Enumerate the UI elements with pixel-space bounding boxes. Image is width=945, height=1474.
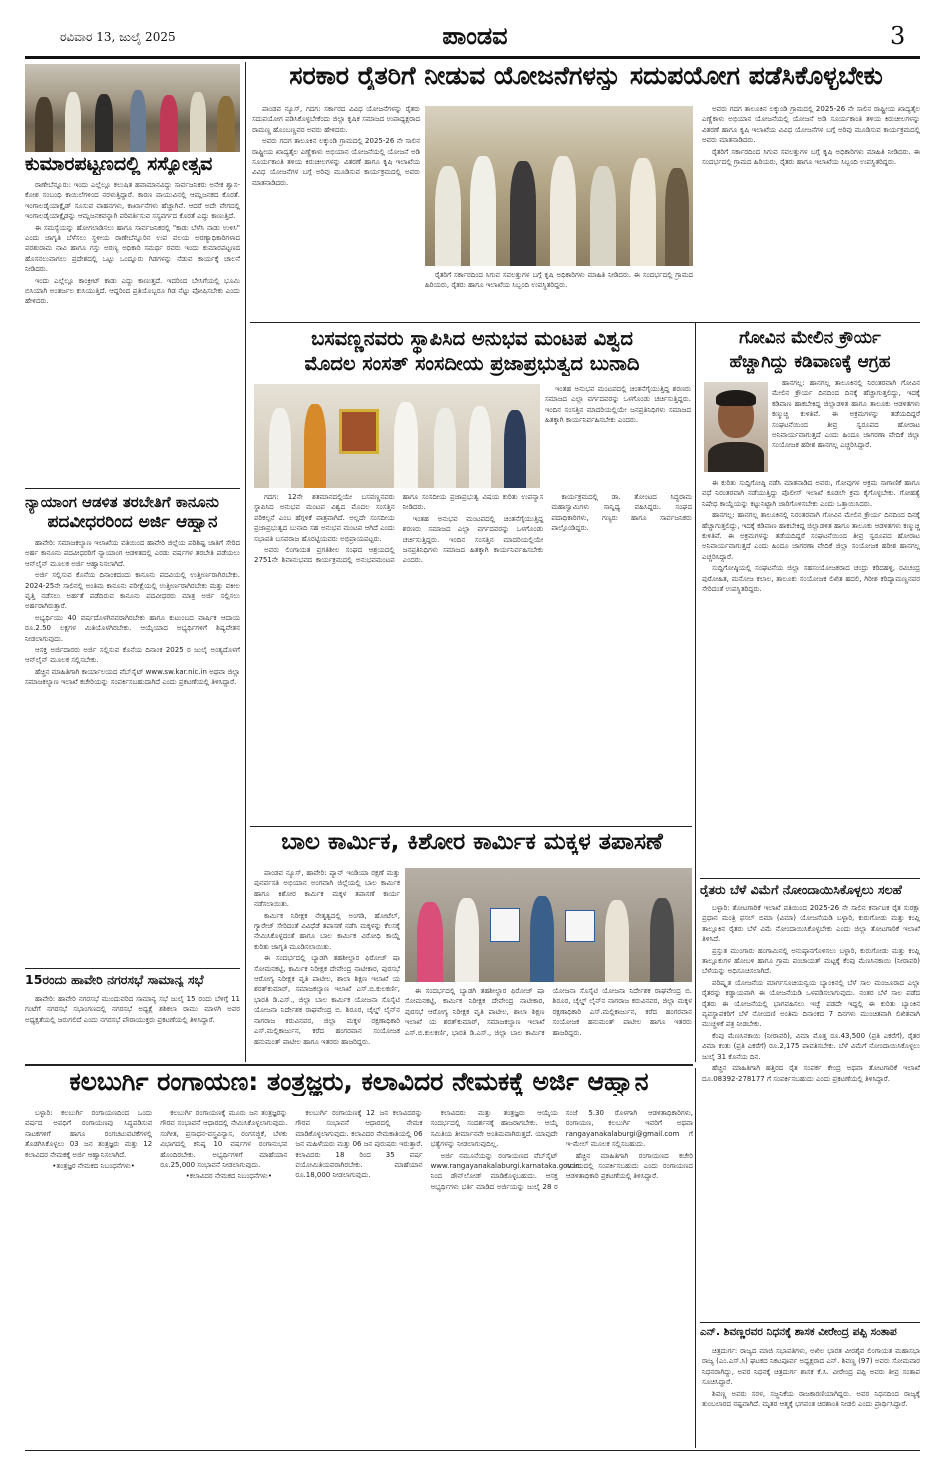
paragraph: ಆಸಕ್ತ ಅರ್ಜಿದಾರರು ಅರ್ಜಿ ಸಲ್ಲಿಸುವ ಕೊನೆಯ ದಿನಾಂಕ 2025 ರ ಜುಲೈ ಅಂತ್ಯದೊಳಗೆ ಆನ್‌ಲೈನ್ ಮೂಲಕ ಸಲ್ಲಿಸಬೇಕು. (25, 646, 240, 665)
article-kalaburagi (25, 1108, 693, 1446)
paragraph: ಕಲಬುರ್ಗಿ ರಂಗಾಯಣಕ್ಕೆ ಮೂರು ಜನ ತಂತ್ರಜ್ಞರನ್ನು ಗೌರವ ಸಂಭಾವನೆ ಆಧಾರದಲ್ಲಿ ನೇಮಿಸಿಕೊಳ್ಳಲಾಗುವುದು. ಸಂಗೀತ, ಪ್ರಸಾಧನ-ವಸ್ತ್ರವಿನ್ಯಾಸ, ರಂಗಸಜ್ಜಿಕೆ, ಬೆಳಕು ವಿಭಾಗದಲ್ಲಿ ಕನಿಷ್ಠ 10 ವರ್ಷಗಳ ರಂಗಾನುಭವ ಹೊಂದಿರಬೇಕು. ಅಭ್ಯರ್ಥಿಗಳಿಗೆ ಮಾಹೆಯಾನ ರೂ.25,000 ಸಂಭಾವನೆ ನೀಡಲಾಗುವುದು. (160, 1109, 288, 1170)
section-divider (25, 488, 240, 489)
section-divider (700, 1322, 920, 1323)
paragraph: ಈ ಕುರಿತು ಸುದ್ದಿಗೋಷ್ಠಿ ನಡೆಸಿ ಮಾತನಾಡಿದ ಅವರು, ಗೋವುಗಳ ಅಕ್ರಮ ಸಾಗಾಣಿಕೆ ಹಾಗೂ ವಧೆ ನಿರಂತರವಾಗಿ ನಡೆಯುತ್ತಿದ್ದು ಪೊಲೀಸ್ ಇಲಾಖೆ ಕೂಡಲೇ ಕ್ರಮ ಕೈಗೊಳ್ಳಬೇಕು. ಗೋಹತ್ಯೆ ನಿಷೇಧ ಕಾಯ್ದೆಯನ್ನು ಕಟ್ಟುನಿಟ್ಟಾಗಿ ಜಾರಿಗೊಳಿಸಬೇಕು ಎಂದು ಒತ್ತಾಯಿಸಿದರು. (702, 479, 920, 508)
headline-kumarapattana: ಕುಮಾರಪಟ್ಟಣದಲ್ಲಿ ಸಸ್ಯೋತ್ಸವ (25, 154, 213, 175)
paragraph: ಹೆಚ್ಚಿನ ಮಾಹಿತಿಗಾಗಿ ಕಾರ್ಯಾಲಯದ ವೆಬ್‌ಸೈಟ್ www.sw.kar.nic.in ಅಥವಾ ಜಿಲ್ಲಾ ಸಮಾಜಕಲ್ಯಾಣ ಇಲಾಖೆ ಕಚೇರಿಯನ್ನು ಸಂಪರ್ಕಿಸಬಹುದಾಗಿದೆ ಎಂದು ಪ್ರಕಟಣೆಯಲ್ಲಿ ತಿಳಿಸಿದ್ದಾರೆ. (25, 667, 240, 687)
article-nagarasabhe (25, 994, 240, 1060)
paragraph: ಅರ್ಜಿ ನಮೂನೆಯನ್ನು ರಂಗಾಯಣದ ವೆಬ್‌ಸೈಟ್ www.rangayanakalaburgi.karnataka.gov.in ನಿಂದ ಡೌನ್‌ಲೋಡ್ ಮಾಡಿಕೊಳ್ಳಬಹುದು. ಆಸಕ್ತ ಅಭ್ಯರ್ಥಿಗಳು ಭರ್ತಿ ಮಾಡಿದ ಅರ್ಜಿಯನ್ನು ಜುಲೈ 28 ರ ಸಂಜೆ 5.30 ರೊಳಗಾಗಿ ಆಡಳಿತಾಧಿಕಾರಿಗಳು, ರಂಗಾಯಣ, ಕಲಬುರ್ಗಿ ಇವರಿಗೆ ಅಥವಾ rangayanakalaburgi@gmail.com ಗೆ ಇ-ಮೇಲ್ ಮೂಲಕ ಸಲ್ಲಿಸಬಹುದು. (430, 1109, 693, 1191)
headline-govu (700, 326, 920, 374)
headline-nagarasabhe: 15ರಂದು ಹಾವೇರಿ ನಗರಸಭೆ ಸಾಮಾನ್ಯ ಸಭೆ (25, 973, 204, 987)
paragraph: ಕೆಂಪು ಮೆಣಸಿನಕಾಯಿ (ನೀರಾವರಿ), ವಿಮಾ ಮೊತ್ತ ರೂ.43,500 (ಪ್ರತಿ ಎಕರೆಗೆ), ರೈತರ ವಿಮಾ ಕಂತು (ಪ್ರತಿ ಎಕರೆಗೆ) ರೂ.2,175 ಪಾವತಿಸಬೇಕು. ಬೆಳೆ ವಿಮೆಗೆ ನೋಂದಾಯಿಸಿಕೊಳ್ಳಲು ಜುಲೈ 31 ಕೊನೆಯ ದಿನ. (702, 1031, 920, 1061)
paragraph: ರೈತರಿಗೆ ಸರ್ಕಾರದಿಂದ ಸಿಗುವ ಸವಲತ್ತುಗಳ ಬಗ್ಗೆ ಕೃಷಿ ಅಧಿಕಾರಿಗಳು ಮಾಹಿತಿ ನೀಡಿದರು. ಈ ಸಂದರ್ಭದಲ್ಲಿ ಗ್ರಾಮದ ಹಿರಿಯರು, ರೈತರು ಹಾಗೂ ಇಲಾಖೆಯ ಸಿಬ್ಬಂದಿ ಉಪಸ್ಥಿತರಿದ್ದರು. (702, 147, 920, 167)
paragraph: ಕಲಾವಿದರು ಮತ್ತು ತಂತ್ರಜ್ಞರು ಆಯ್ಕೆಯ ಸಂದರ್ಭದಲ್ಲಿ ಸಂದರ್ಶನಕ್ಕೆ ಹಾಜರಾಗಬೇಕು. ಆಯ್ಕೆ ಸಮಿತಿಯ ತೀರ್ಮಾನವೇ ಅಂತಿಮವಾಗಿರುತ್ತದೆ. ಯಾವುದೇ ಭತ್ಯೆಗಳನ್ನು ನೀಡಲಾಗುವುದಿಲ್ಲ. (430, 1109, 558, 1149)
paragraph: ಈ ಸಂದರ್ಭದಲ್ಲಿ ಬ್ಯಾಡಗಿ ತಹಶೀಲ್ದಾರ ಫಿರೋಜ್ ಷಾ ಸೋಮನಕಟ್ಟಿ, ಕಾರ್ಮಿಕ ನಿರೀಕ್ಷಕ ದೇವೇಂದ್ರ ನಾಟೀಕಾರ, ಪುರಸಭೆ ಆರೋಗ್ಯ ನಿರೀಕ್ಷಕ ವೃತಿ ಪಾಟೀಲ, ಶಾಲಾ ಶಿಕ್ಷಣ ಇಲಾಖೆ ಯ ಶರತ್‌ಕುಮಾರ್, ಸಮಾಜಕಲ್ಯಾಣ ಇಲಾಖೆ ಎಸ್.ಬಿ.ಕುಲಕರ್ಣಿ, ಭಾರತಿ ಡಿ.ಎಸ್., ಜಿಲ್ಲಾ ಬಾಲ ಕಾರ್ಮಿಕ ಯೋಜನಾ ಸೊಸೈಟಿ ಯೋಜನಾ ನಿರ್ದೇಶಕ ರಾಘವೇಂದ್ರ ಬಿ. ಶಿರೂರ, ಚೈಲ್ಡ್ ಲೈನ್‌ನ ನಾಗರಾಜ ಕರುವಿನವರ, ಜಿಲ್ಲಾ ಮಕ್ಕಳ ರಕ್ಷಣಾಧಿಕಾರಿ ಎಸ್.ಮಲ್ಲಿಕಾರ್ಜುನ, ಕರೆದ ಹಂಗರವಾನ ಸಂಯೋಜಕ ಹನುಮಂತ್ ಪಾಟೀಲ ಹಾಗೂ ಇತರರು ಹಾಜರಿದ್ದರು. (405, 987, 692, 1037)
paragraph: ಅವರು ಲಿಂಗಾಯತ ಪ್ರಗತಿಶೀಲ ಸಂಘದ ಆಶ್ರಯದಲ್ಲಿ 2751ನೇ ಶಿವಾನುಭವದ ಕಾರ್ಯಕ್ರಮದಲ್ಲಿ ಅನುಭವಮಂಟಪ ಹಾಗೂ ಸಂಸದೀಯ ಪ್ರಜಾಪ್ರಭುತ್ವ ವಿಷಯ ಕುರಿತು ಉಪನ್ಯಾಸ ನೀಡಿದರು. (254, 493, 544, 565)
article-sarakara-col2 (425, 270, 693, 320)
headline-bele-vime: ರೈತರು ಬೆಳೆ ವಿಮೆಗೆ ನೋಂದಾಯಿಸಿಕೊಳ್ಳಲು ಸಲಹೆ (700, 883, 902, 897)
article-basavanna-top (545, 384, 691, 488)
column-divider (245, 62, 246, 1062)
paragraph: ಅವರು ಗದಗ ತಾಲೂಕಿನ ಲಕ್ಕುಂಡಿ ಗ್ರಾಮದಲ್ಲಿ 2025-26 ನೇ ಸಾಲಿನ ರಾಷ್ಟ್ರೀಯ ಖಾದ್ಯತೈಲ ಎಣ್ಣೆಕಾಳು ಅಭಿಯಾನ ಯೋಜನೆಯಲ್ಲಿ ಯೋಜನೆ ಅಡಿ ಸೂರ್ಯಕಾಂತಿ ತಳಿಯ ಕಿರುಚೀಲಗಳನ್ನು ವಿತರಣೆ ಹಾಗೂ ಕೃಷಿ ಇಲಾಖೆಯ ವಿವಿಧ ಯೋಜನೆಗಳ ಬಗ್ಗೆ ಅರಿವು ಮೂಡಿಸುವ ಕಾರ್ಯಕ್ರಮದಲ್ಲಿ ಅವರು ಮಾತನಾಡಿದರು. (702, 105, 920, 145)
paragraph: ಇಂತಹ ಅನುಭವ ಮಂಟಪದಲ್ಲಿ ಚಿಂತನೆಗೈಯುತ್ತಿದ್ದ ಶರಣರು ಸಮಾಜದ ಎಲ್ಲಾ ವರ್ಗದವರನ್ನು ಒಳಗೊಂಡು ಚರ್ಚಿಸುತ್ತಿದ್ದರು. ಇಂದಿನ ಸಂಸತ್ತಿನ ಮಾದರಿಯಲ್ಲಿಯೇ ಜನಪ್ರತಿನಿಧಿಗಳು ಸಮಾಜದ ಹಿತಕ್ಕಾಗಿ ಕಾರ್ಯನಿರ್ವಹಿಸಬೇಕು ಎಂದರು. (545, 385, 691, 425)
footer-rule (25, 1450, 920, 1451)
article-sarakara-col1 (252, 104, 420, 318)
paragraph: ಇಂತಹ ಅನುಭವ ಮಂಟಪದಲ್ಲಿ ಚಿಂತನೆಗೈಯುತ್ತಿದ್ದ ಶರಣರು ಸಮಾಜದ ಎಲ್ಲಾ ವರ್ಗದವರನ್ನು ಒಳಗೊಂಡು ಚರ್ಚಿಸುತ್ತಿದ್ದರು. ಇಂದಿನ ಸಂಸತ್ತಿನ ಮಾದರಿಯಲ್ಲಿಯೇ ಜನಪ್ರತಿನಿಧಿಗಳು ಸಮಾಜದ ಹಿತಕ್ಕಾಗಿ ಕಾರ್ಯನಿರ್ವಹಿಸಬೇಕು ಎಂದರು. (402, 514, 544, 565)
section-divider (25, 968, 240, 969)
headline-nyayanga (25, 492, 240, 532)
article-basavanna (254, 492, 692, 822)
paragraph: ಗದಗ: 12ನೇ ಶತಮಾನದಲ್ಲಿಯೇ ಬಸವಣ್ಣನವರು ಸ್ಥಾಪಿಸಿದ ಅನುಭವ ಮಂಟಪ ವಿಶ್ವದ ಮೊದಲ ಸಂಸತ್ತಿನ ಪರಿಕಲ್ಪನೆ ಎಂಬ ಹೆಗ್ಗಳಿಕೆ ಪಾತ್ರವಾಗಿದೆ. ಅಲ್ಲದೇ ಸಂಸದೀಯ ಪ್ರಜಾಪ್ರಭುತ್ವದ ಬುನಾದಿ ಸಹ ಅನುಭವ ಮಂಟಪ ಆಗಿದೆ ಎಂದು ಸಭಾಪತಿ ಬಸವರಾಜ ಹೊರಟ್ಟಿಯವರು ಅಭಿಪ್ರಾಯಪಟ್ಟರು. (254, 493, 395, 543)
paragraph: ಈ ಸಂದರ್ಭದಲ್ಲಿ ಬ್ಯಾಡಗಿ ತಹಶೀಲ್ದಾರ ಫಿರೋಜ್ ಷಾ ಸೋಮನಕಟ್ಟಿ, ಕಾರ್ಮಿಕ ನಿರೀಕ್ಷಕ ದೇವೇಂದ್ರ ನಾಟೀಕಾರ, ಪುರಸಭೆ ಆರೋಗ್ಯ ನಿರೀಕ್ಷಕ ವೃತಿ ಪಾಟೀಲ, ಶಾಲಾ ಶಿಕ್ಷಣ ಇಲಾಖೆ ಯ ಶರತ್‌ಕುಮಾರ್, ಸಮಾಜಕಲ್ಯಾಣ ಇಲಾಖೆ ಎಸ್.ಬಿ.ಕುಲಕರ್ಣಿ, ಭಾರತಿ ಡಿ.ಎಸ್., ಜಿಲ್ಲಾ ಬಾಲ ಕಾರ್ಮಿಕ ಯೋಜನಾ ಸೊಸೈಟಿ ಯೋಜನಾ ನಿರ್ದೇಶಕ ರಾಘವೇಂದ್ರ ಬಿ. ಶಿರೂರ, ಚೈಲ್ಡ್ ಲೈನ್‌ನ ನಾಗರಾಜ ಕರುವಿನವರ, ಜಿಲ್ಲಾ ಮಕ್ಕಳ ರಕ್ಷಣಾಧಿಕಾರಿ ಎಸ್.ಮಲ್ಲಿಕಾರ್ಜುನ, ಕರೆದ ಹಂಗರವಾನ ಸಂಯೋಜಕ ಹನುಮಂತ್ ಪಾಟೀಲ ಹಾಗೂ ಇತರರು ಹಾಜರಿದ್ದರು. (254, 954, 400, 1046)
headline-line: ನ್ಯಾಯಾಂಗ ಆಡಳಿತ ತರಬೇತಿಗೆ ಕಾನೂನು (25, 493, 219, 511)
paragraph: ಹಾನಗಲ್ಲ: ಹಾನಗಲ್ಲ ತಾಲೂಕಿನಲ್ಲಿ ನಿರಂತರವಾಗಿ ಗೋವಿನ ಮೇಲಿನ ಕ್ರೌರ್ಯ ದಿನದಿಂದ ದಿನಕ್ಕೆ ಹೆಚ್ಚಾಗುತ್ತಲಿದ್ದು, ಇದಕ್ಕೆ ಕಡಿವಾಣ ಹಾಕಬೇಕಿದ್ದ ಜಿಲ್ಲಾಡಳಿತ ಹಾಗೂ ತಾಲೂಕು ಆಡಳಿತಗಳು ಕಣ್ಮುಚ್ಚಿ ಕುಳಿತಿವೆ. ಈ ಅಕ್ರಮಗಳನ್ನು ತಡೆಯದಿದ್ದರೆ ಸಂಘಟನೆಯಿಂದ ತೀವ್ರ ಸ್ವರೂಪದ ಹೋರಾಟ ಅನಿವಾರ್ಯವಾಗುತ್ತದೆ ಎಂದು ಹಿಂದೂ ಜಾಗರಣಾ ವೇದಿಕೆ ಜಿಲ್ಲಾ ಸಂಯೋಜಕ ಹರೀಶ ಹಾನಗಲ್ಲ ಎಚ್ಚರಿಸಿದ್ದಾರೆ. (772, 379, 920, 450)
paragraph: ಕಾರ್ಯಕ್ರಮದಲ್ಲಿ ಡಾ. ತೋಂಟದ ಸಿದ್ಧರಾಮ ಮಹಾಸ್ವಾಮಿಗಳು ಸಾನ್ನಿಧ್ಯ ವಹಿಸಿದ್ದರು. ಸಂಘದ ಪದಾಧಿಕಾರಿಗಳು, ಗಣ್ಯರು ಹಾಗೂ ಸಾರ್ವಜನಿಕರು ಪಾಲ್ಗೊಂಡಿದ್ದರು. (551, 493, 692, 533)
article-govu (702, 478, 920, 876)
paragraph: ಅರ್ಜಿ ಸಲ್ಲಿಸುವ ಕೊನೆಯ ದಿನಾಂಕದಂದು ಕಾನೂನು ಪದವಿಯಲ್ಲಿ ಉತ್ತೀರ್ಣರಾಗಿರಬೇಕು. 2024-25ನೇ ಸಾಲಿನಲ್ಲಿ ಅಂತಿಮ ಕಾನೂನು ಪರೀಕ್ಷೆಯಲ್ಲಿ ಉತ್ತೀರ್ಣರಾಗಿರಬೇಕು ಮತ್ತು ವಕೀಲ ವೃತ್ತಿ ನಡೆಸಲು ಅರ್ಹತೆ ಪಡೆದಿರುವ ಕಾನೂನು ಪದವೀಧರರು ಮಾತ್ರ ಅರ್ಜಿ ಸಲ್ಲಿಸಲು ಅರ್ಹರಾಗಿರುತ್ತಾರೆ. (25, 571, 240, 611)
article-bele-vime (702, 903, 920, 1319)
headline-sarakara: ಸರಕಾರ ರೈತರಿಗೆ ನೀಡುವ ಯೋಜನೆಗಳನ್ನು ಸದುಪಯೋಗ ಪಡೆಸಿಕೊಳ್ಳಬೇಕು (289, 62, 883, 90)
paragraph: ರಾಣೇಬೆನ್ನೂರು: ಇಂದು ಎಲ್ಲೆಲ್ಲೂ ಕಲುಷಿತ ಹವಾಮಾನವಿದ್ದು ಸಾರ್ವಜನಿಕರು ಅನೇಕ ಶ್ವಾಸ-ಕೋಶ ಸಂಬಂಧಿ ಕಾಯಿಲೆಗಳಿಂದ ನರಳುತ್ತಿದ್ದಾರೆ. ಕಾರಣ ವಾಯುವಿನಲ್ಲಿ ಆಮ್ಲಜನಕದ ಕೊರತೆ. ಇಂಗಾಲಡೈಯಾಕ್ಸೈಡ್ ಸೂಸುವ ವಾಹನಗಳು, ಕಾರ್ಖಾನೆಗಳು ಹೆಚ್ಚಾಗಿವೆ. ಆದರೆ ಅದೇ ವೇಗದಲ್ಲಿ ಇಂಗಾಲಡೈಯಾಕ್ಸೈಡನ್ನು ಆಮ್ಲಜನಕವನ್ನಾಗಿ ಪರಿವರ್ತಿಸುವ ಸಸ್ಯವರ್ಗದ ಕೊರತೆ ಎದ್ದು ಕಾಣುತ್ತಿದೆ. (25, 181, 240, 221)
paragraph: ಹಾವೇರಿ: ಹಾವೇರಿ ನಗರಸಭೆ ಮುಂದುವರಿದ ಸಾಮಾನ್ಯ ಸಭೆ ಜುಲೈ 15 ರಂದು ಬೆಳಿಗ್ಗೆ 11 ಗಂಟೆಗೆ ನಗರಸಭೆ ಸಭಾಂಗಣದಲ್ಲಿ ನಗರಸಭೆ ಅಧ್ಯಕ್ಷೆ ಶಶಿಕಲಾ ರಾಮು ಮಾಳಗಿ ಅವರ ಅಧ್ಯಕ್ಷತೆಯಲ್ಲಿ ಜರುಗಲಿದೆ ಎಂದು ನಗರಸಭೆ ಪೌರಾಯುಕ್ತರು ಪ್ರಕಟಣೆಯಲ್ಲಿ ತಿಳಿಸಿದ್ದಾರೆ. (25, 995, 240, 1024)
paragraph: ಕಲಬುರ್ಗಿ ರಂಗಾಯಣಕ್ಕೆ 12 ಜನ ಕಲಾವಿದರನ್ನು ಗೌರವ ಸಂಭಾವನೆ ಆಧಾರದಲ್ಲಿ ನೇಮಕ ಮಾಡಿಕೊಳ್ಳಲಾಗುವುದು. ಕಲಾವಿದರ ನೇಮಕಾತಿಯಲ್ಲಿ 06 ಜನ ಮಹಿಳೆಯರು ಮತ್ತು 06 ಜನ ಪುರುಷರು ಇರುತ್ತಾರೆ. ಕಲಾವಿದರು 18 ರಿಂದ 35 ವರ್ಷ ವಯೋಮಿತಿಯವರಾಗಿರಬೇಕು. ಮಾಹೆಯಾನ ರೂ.18,000 ನೀಡಲಾಗುವುದು. (295, 1109, 423, 1180)
masthead-logo: ಪಾಂಡವ (442, 22, 508, 50)
header-rule (25, 56, 920, 59)
paragraph: ಅವರು ಗದಗ ತಾಲೂಕಿನ ಲಕ್ಕುಂಡಿ ಗ್ರಾಮದಲ್ಲಿ 2025-26 ನೇ ಸಾಲಿನ ರಾಷ್ಟ್ರೀಯ ಖಾದ್ಯತೈಲ ಎಣ್ಣೆಕಾಳು ಅಭಿಯಾನ ಯೋಜನೆಯಲ್ಲಿ ಯೋಜನೆ ಅಡಿ ಸೂರ್ಯಕಾಂತಿ ತಳಿಯ ಕಿರುಚೀಲಗಳನ್ನು ವಿತರಣೆ ಹಾಗೂ ಕೃಷಿ ಇಲಾಖೆಯ ವಿವಿಧ ಯೋಜನೆಗಳ ಬಗ್ಗೆ ಅರಿವು ಮೂಡಿಸುವ ಕಾರ್ಯಕ್ರಮದಲ್ಲಿ ಅವರು ಮಾತನಾಡಿದರು. (252, 137, 420, 187)
subheading: •ಕಲಾವಿದರ ನೇಮಕದ ನಿಬಂಧನೆಗಳು• (185, 1172, 272, 1181)
paragraph: ಹಾವೇರಿ: ಸಮಾಜಕಲ್ಯಾಣ ಇಲಾಖೆಯ ವತಿಯಿಂದ ಹಾವೇರಿ ಜಿಲ್ಲೆಯ ಪರಿಶಿಷ್ಟ ಜಾತಿಗೆ ಸೇರಿದ ಅರ್ಹ ಕಾನೂನು ಪದವೀಧರರಿಗೆ ನ್ಯಾಯಾಂಗ ಆಡಳಿತದಲ್ಲಿ ಎರಡು ವರ್ಷಗಳ ತರಬೇತಿ ಪಡೆಯಲು ಆನ್‌ಲೈನ್ ಮೂಲಕ ಅರ್ಜಿ ಆಹ್ವಾನಿಸಲಾಗಿದೆ. (25, 539, 240, 568)
headline-line: ಮೊದಲ ಸಂಸತ್ ಸಂಸದೀಯ ಪ್ರಜಾಪ್ರಭುತ್ವದ ಬುನಾದಿ (304, 352, 640, 375)
paragraph: ಚಿತ್ರದುರ್ಗ: ರಾಜ್ಯದ ಮಾಜಿ ಸಭಾಪತಿಗಳು, ಅಖಿಲ ಭಾರತ ವೀರಶೈವ ಲಿಂಗಾಯತ ಮಹಾಸಭಾ ರಾಜ್ಯ (ಎಂ.ಎಸ್.ಸಿ) ಘಟಕದ ನಿಕಟಪೂರ್ವ ಅಧ್ಯಕ್ಷರಾದ ಎನ್. ಶಿವಣ್ಣ (97) ಅವರು ಸೋಮವಾರ ನಿಧನರಾಗಿದ್ದು, ಅವರ ನಿಧನಕ್ಕೆ ಚಿತ್ರದುರ್ಗ ಶಾಸಕ ಕೆ.ಸಿ. ವೀರೇಂದ್ರ ಪಪ್ಪಿ ಅವರು ತೀವ್ರ ಸಂತಾಪ ಸೂಚಿಸಿದ್ದಾರೆ. (702, 1347, 920, 1387)
paragraph: ಶಿವಣ್ಣ ಅವರು ಸರಳ, ಸಜ್ಜನಿಕೆಯ ರಾಜಕಾರಣಿಯಾಗಿದ್ದರು. ಅವರ ನಿಧನದಿಂದ ರಾಜ್ಯಕ್ಕೆ ತುಂಬಲಾರದ ನಷ್ಟವಾಗಿದೆ. ಮೃತರ ಆತ್ಮಕ್ಕೆ ಭಗವಂತ ಚಿರಶಾಂತಿ ನೀಡಲಿ ಎಂದು ಪ್ರಾರ್ಥಿಸಿದ್ದಾರೆ. (702, 1389, 920, 1409)
article-kumarapattana (25, 180, 240, 485)
column-divider (695, 1068, 696, 1448)
article-balakarmika-col2 (405, 986, 692, 1060)
issue-date: ರವಿವಾರ 13, ಜುಲೈ 2025 (60, 30, 176, 44)
headline-line: ಗೋವಿನ ಮೇಲಿನ ಕ್ರೌರ್ಯ (739, 328, 881, 348)
article-nyayanga (25, 538, 240, 966)
headline-shivanna: ಎನ್. ಶಿವಣ್ಣರವರ ನಿಧನಕ್ಕೆ ಶಾಸಕ ವೀರೇಂದ್ರ ಪಪ್ಪಿ ಸಂತಾಪ (700, 1327, 897, 1338)
paragraph: ರೈತರಿಗೆ ಸರ್ಕಾರದಿಂದ ಸಿಗುವ ಸವಲತ್ತುಗಳ ಬಗ್ಗೆ ಕೃಷಿ ಅಧಿಕಾರಿಗಳು ಮಾಹಿತಿ ನೀಡಿದರು. ಈ ಸಂದರ್ಭದಲ್ಲಿ ಗ್ರಾಮದ ಹಿರಿಯರು, ರೈತರು ಹಾಗೂ ಇಲಾಖೆಯ ಸಿಬ್ಬಂದಿ ಉಪಸ್ಥಿತರಿದ್ದರು. (425, 271, 693, 290)
headline-line: ಹೆಚ್ಚಾಗಿದ್ದು ಕಡಿವಾಣಕ್ಕೆ ಆಗ್ರಹ (729, 352, 891, 372)
paragraph: ಹಾನಗಲ್ಲ: ಹಾನಗಲ್ಲ ತಾಲೂಕಿನಲ್ಲಿ ನಿರಂತರವಾಗಿ ಗೋವಿನ ಮೇಲಿನ ಕ್ರೌರ್ಯ ದಿನದಿಂದ ದಿನಕ್ಕೆ ಹೆಚ್ಚಾಗುತ್ತಲಿದ್ದು, ಇದಕ್ಕೆ ಕಡಿವಾಣ ಹಾಕಬೇಕಿದ್ದ ಜಿಲ್ಲಾಡಳಿತ ಹಾಗೂ ತಾಲೂಕು ಆಡಳಿತಗಳು ಕಣ್ಮುಚ್ಚಿ ಕುಳಿತಿವೆ. ಈ ಅಕ್ರಮಗಳನ್ನು ತಡೆಯದಿದ್ದರೆ ಸಂಘಟನೆಯಿಂದ ತೀವ್ರ ಸ್ವರೂಪದ ಹೋರಾಟ ಅನಿವಾರ್ಯವಾಗುತ್ತದೆ ಎಂದು ಹಿಂದೂ ಜಾಗರಣಾ ವೇದಿಕೆ ಜಿಲ್ಲಾ ಸಂಯೋಜಕ ಹರೀಶ ಹಾನಗಲ್ಲ ಎಚ್ಚರಿಸಿದ್ದಾರೆ. (702, 511, 920, 561)
headline-line: ಪದವೀಧರರಿಂದ ಅರ್ಜಿ ಆಹ್ವಾನ (47, 512, 218, 532)
headline-basavanna (252, 326, 692, 376)
paragraph: ಈ ಸಮಸ್ಯೆಯನ್ನು ಹೋಗಲಾಡಿಸಲು ಹಾಗೂ ಸಾರ್ವಜನಿಕರಲ್ಲಿ "ಕಾಡು ಬೆಳೆಸಿ ನಾಡು ಉಳಿಸಿ" ಎಂದು ಜಾಗೃತಿ ಬೆಳೆಸಲು ಸ್ಥಳೀಯ ರಾಣೇಬೆನ್ನೂರಿನ ಉಪ ವಲಯ ಅರಣ್ಯಾಧಿಕಾರಿಗಳಾದ ಪರಶುರಾಮ ನಾವಿ ಹಾಗೂ ಗಸ್ತು ಅರಣ್ಯ ಅಧಿಕಾರಿ ಸಮರ್ಥ ರವರು ಇಂದು ಕುಮಾರಪಟ್ಟಣದ ಹೊಸನಲುವಾಗಲು ಪ್ರದೇಶದಲ್ಲಿ ಒಟ್ಟು ಒಂದ್ನೂರು ಗಿಡಗಳನ್ನು ನೆಡುವ ಕಾರ್ಯಕ್ಕೆ ಚಾಲನೆ ನೀಡಿದರು. (25, 223, 240, 274)
article-balakarmika-col1 (254, 868, 400, 1060)
article-govu-lead (772, 378, 920, 474)
section-divider (250, 322, 920, 323)
seed-distribution-photo (425, 106, 693, 266)
subheading: •ತಂತ್ರಜ್ಞರ ನೇಮಕದ ನಿಬಂಧನೆಗಳು• (52, 1162, 135, 1171)
article-shivanna (702, 1346, 920, 1446)
paragraph: ಅಭ್ಯರ್ಥಿಯು 40 ವರ್ಷದೊಳಗಿನವರಾಗಿರಬೇಕು ಹಾಗೂ ಕುಟುಂಬದ ವಾರ್ಷಿಕ ಆದಾಯ ರೂ.2.50 ಲಕ್ಷಗಳ ಮಿತಿಯೊಳಗಿರಬೇಕು. ಆಯ್ಕೆಯಾದ ಅಭ್ಯರ್ಥಿಗಳಿಗೆ ಶಿಷ್ಯವೇತನ ನೀಡಲಾಗುವುದು. (25, 613, 240, 643)
paragraph: ಹೆಚ್ಚಿನ ಮಾಹಿತಿಗಾಗಿ ರಂಗಾಯಣದ ಕಚೇರಿ ಸಮಯದಲ್ಲಿ ಸಂಪರ್ಕಿಸಬಹುದು ಎಂದು ರಂಗಾಯಣದ ಆಡಳಿತಾಧಿಕಾರಿ ಪ್ರಕಟಣೆಯಲ್ಲಿ ತಿಳಿಸಿದ್ದಾರೆ. (565, 1151, 693, 1181)
paragraph: ಪ್ರಸ್ತುತ ಮುಂಗಾರು ಹಂಗಾಮಿನಲ್ಲಿ ಅನುಷ್ಠಾನಗೊಳಿಸಲು ಬಳ್ಳಾರಿ, ಕುರುಗೋಡು ಮತ್ತು ಕಂಪ್ಲಿ ತಾಲ್ಲೂಕುಗಳ ಹೋಬಳಿ ಹಾಗೂ ಗ್ರಾಮ ಪಂಚಾಯತ್ ಮಟ್ಟಕ್ಕೆ ಕೆಂಪು ಮೆಣಸಿನಕಾಯಿ (ನೀರಾವರಿ) ಬೆಳೆಯನ್ನು ಅಧಿಸೂಚಿಸಲಾಗಿದೆ. (702, 946, 920, 976)
paragraph: ಇಂದು ಎಲ್ಲೆಲ್ಲೂ ಕಾಂಕ್ರೀಟ್ ಕಾಡು ಎದ್ದು ಕಾಣುತ್ತದೆ. ಇದರಿಂದ ಬೇಸಿಗೆಯಲ್ಲಿ ಭೂಮಿ ಬಿಸಿಯಾಗಿ ಅಂತರ್ಜಲ ಕುಸಿಯುತ್ತಿದೆ. ಆದ್ದರಿಂದ ಪ್ರತಿಯೊಬ್ಬರೂ ಗಿಡ ನೆಟ್ಟು ಪೋಷಿಸಬೇಕು ಎಂದು ಹೇಳಿದರು. (25, 276, 240, 306)
anubhava-mantapa-event-photo (254, 384, 540, 488)
paragraph: ಪಾಂಡವ ನ್ಯೂಸ್, ಗದಗ: ಸರ್ಕಾರದ ವಿವಿಧ ಯೋಜನೆಗಳನ್ನು ರೈತರು ಸದುಪಯೋಗ ಪಡಿಸಿಕೊಳ್ಳಬೇಕೆಂದು ಜಿಲ್ಲಾ ಕೃಷಿಕ ಸಮಾಜದ ಉಪಾಧ್ಯಕ್ಷರಾದ ರಾಮಣ್ಣ ಹೊಂಬಣ್ಣವರ ಅವರು ಹೇಳಿದರು. (252, 105, 420, 134)
tree-planting-photo (25, 64, 240, 152)
paragraph: ಬಳ್ಳಾರಿ: ಕಲಬುರ್ಗಿ ರಂಗಾಯಣದಿಂದ ಒಂದು ವರ್ಷದ ಅವಧಿಗೆ ರಂಗಾಯಣವು ಸಿದ್ಧಪಡಿಸುವ ನಾಟಕಗಳಿಗೆ ಹಾಗೂ ರಂಗಚಟುವಟಿಕೆಗಳಲ್ಲಿ ತೊಡಗಿಸಿಕೊಳ್ಳಲು 03 ಜನ ತಂತ್ರಜ್ಞರು ಮತ್ತು 12 ಕಲಾವಿದರ ನೇಮಕಕ್ಕೆ ಅರ್ಜಿ ಆಹ್ವಾನಿಸಲಾಗಿದೆ. (25, 1109, 153, 1159)
page-number: 3 (890, 22, 906, 50)
headline-line: ಬಸವಣ್ಣನವರು ಸ್ಥಾಪಿಸಿದ ಅನುಭವ ಮಂಟಪ ವಿಶ್ವದ (311, 327, 633, 350)
headline-balakarmika: ಬಾಲ ಕಾರ್ಮಿಕ, ಕಿಶೋರ ಕಾರ್ಮಿಕ ಮಕ್ಕಳ ತಪಾಸಣೆ (281, 830, 663, 855)
section-divider (250, 826, 692, 827)
headline-kalaburagi: ಕಲಬುರ್ಗಿ ರಂಗಾಯಣ: ತಂತ್ರಜ್ಞರು, ಕಲಾವಿದರ ನೇಮಕಕ್ಕೆ ಅರ್ಜಿ ಆಹ್ವಾನ (69, 1068, 649, 1096)
child-labour-inspection-photo (405, 868, 692, 982)
section-divider (700, 878, 920, 879)
section-divider (25, 1064, 693, 1066)
paragraph: ಕಾರ್ಮಿಕ ನಿರೀಕ್ಷಕ ನೇತೃತ್ವದಲ್ಲಿ ಅಂಗಡಿ, ಹೋಟೆಲ್, ಗ್ಯಾರೇಜ್ ಸೇರಿದಂತೆ ವಿವಿಧೆಡೆ ತಪಾಸಣೆ ನಡೆಸಿ ಮಕ್ಕಳನ್ನು ಕೆಲಸಕ್ಕೆ ನೇಮಿಸಿಕೊಳ್ಳದಂತೆ ಹಾಗೂ ಬಾಲ ಕಾರ್ಮಿಕ ವಿರೋಧಿ ಕಾಯ್ದೆ ಕುರಿತು ಜಾಗೃತಿ ಮೂಡಿಸಲಾಯಿತು. (254, 911, 400, 951)
portrait-photo (704, 382, 768, 472)
paragraph: ಪರಿಷ್ಕೃತ ಯೋಜನೆಯ ಮಾರ್ಗಸೂಚಿಯನ್ವಯ ಬ್ಯಾಂಕಿನಲ್ಲಿ ಬೆಳೆ ಸಾಲ ಮಂಜೂರಾದ ಎಲ್ಲಾ ರೈತರನ್ನು ಕಡ್ಡಾಯವಾಗಿ ಈ ಯೋಜನೆಯಡಿ ಒಳಪಡಿಸಲಾಗುವುದು. ನಂತರ ಬೆಳೆ ಸಾಲ ಪಡೆದ ರೈತರು ಈ ಯೋಜನೆಯಲ್ಲಿ ಭಾಗವಹಿಸಲು ಇಚ್ಛೆ ಪಡದೇ ಇದ್ದಲ್ಲಿ ಈ ಕುರಿತು ಬ್ಯಾಂಕಿನ ವ್ಯವಸ್ಥಾಪಕರಿಗೆ ಬೆಳೆ ನೋಂದಣಿ ಅಂತಿಮ ದಿನಾಂಕದ 7 ದಿನಗಳು ಮುಂಚಿತವಾಗಿ ಲಿಖಿತವಾಗಿ ಮುಚ್ಚಳಿಕೆ ಪತ್ರ ನೀಡಬೇಕು. (702, 978, 920, 1029)
paragraph: ಬಳ್ಳಾರಿ: ತೋಟಗಾರಿಕೆ ಇಲಾಖೆ ವತಿಯಿಂದ 2025-26 ನೇ ಸಾಲಿನ ಕರ್ನಾಟಕ ರೈತ ಸುರಕ್ಷಾ ಪ್ರಧಾನ ಮಂತ್ರಿ ಫಸಲ್ ಬಿಮಾ (ವಿಮಾ) ಯೋಜನೆಯಡಿ ಬಳ್ಳಾರಿ, ಕುರುಗೋಡು ಮತ್ತು ಕಂಪ್ಲಿ ತಾಲ್ಲೂಕಿನ ರೈತರು ಬೆಳೆ ವಿಮೆ ನೋಂದಾಯಿಸಿಕೊಳ್ಳಬೇಕು ಎಂದು ಜಿಲ್ಲಾ ತೋಟಗಾರಿಕೆ ಇಲಾಖೆ ತಿಳಿಸಿದೆ. (702, 904, 920, 944)
paragraph: ಪಾಂಡವ ನ್ಯೂಸ್, ಹಾವೇರಿ: ಪ್ಯಾನ್ ಇಂಡಿಯಾ ರಕ್ಷಣೆ ಮತ್ತು ಪುನರ್ವಸತಿ ಅಭಿಯಾನ ಅಂಗವಾಗಿ ಜಿಲ್ಲೆಯಲ್ಲಿ ಬಾಲ ಕಾರ್ಮಿಕ ಹಾಗೂ ಕಿಶೋರ ಕಾರ್ಮಿಕ ಮಕ್ಕಳ ತಪಾಸಣೆ ಕಾರ್ಯ ನಡೆಸಲಾಯಿತು. (254, 869, 400, 909)
column-divider (695, 322, 696, 1062)
paragraph: ಹೆಚ್ಚಿನ ಮಾಹಿತಿಗಾಗಿ ಹತ್ತಿರದ ರೈತ ಸಂಪರ್ಕ ಕೇಂದ್ರ ಅಥವಾ ತೋಟಗಾರಿಕೆ ಇಲಾಖೆ ದೂ.08392-278177 ಗೆ ಸಂಪರ್ಕಿಸಬಹುದು ಎಂದು ಪ್ರಕಟಣೆಯಲ್ಲಿ ತಿಳಿಸಿದ್ದಾರೆ. (702, 1064, 920, 1083)
paragraph: ಸುದ್ದಿಗೋಷ್ಠಿಯಲ್ಲಿ ಸಂಘಟನೆಯ ಜಿಲ್ಲಾ ಸಹಸಂಯೋಜಕರಾದ ಚಂದ್ರು ಕರಿದಹಳ್ಳಿ, ರವಿಚಂದ್ರ ಪುರೋಹಿತ, ಮನೋಜ ಕಲಾಲ, ತಾಲೂಕು ಸಂಯೋಜಕ ಲಿಖಿತ ಹದಲಿ, ಗಿರೀಶ ಕರಿದ್ಯಾಮಣ್ಣನವರ ಸೇರಿದಂತೆ ಉಪಸ್ಥಿತರಿದ್ದರು. (702, 564, 920, 594)
article-sarakara-col3 (702, 104, 920, 318)
